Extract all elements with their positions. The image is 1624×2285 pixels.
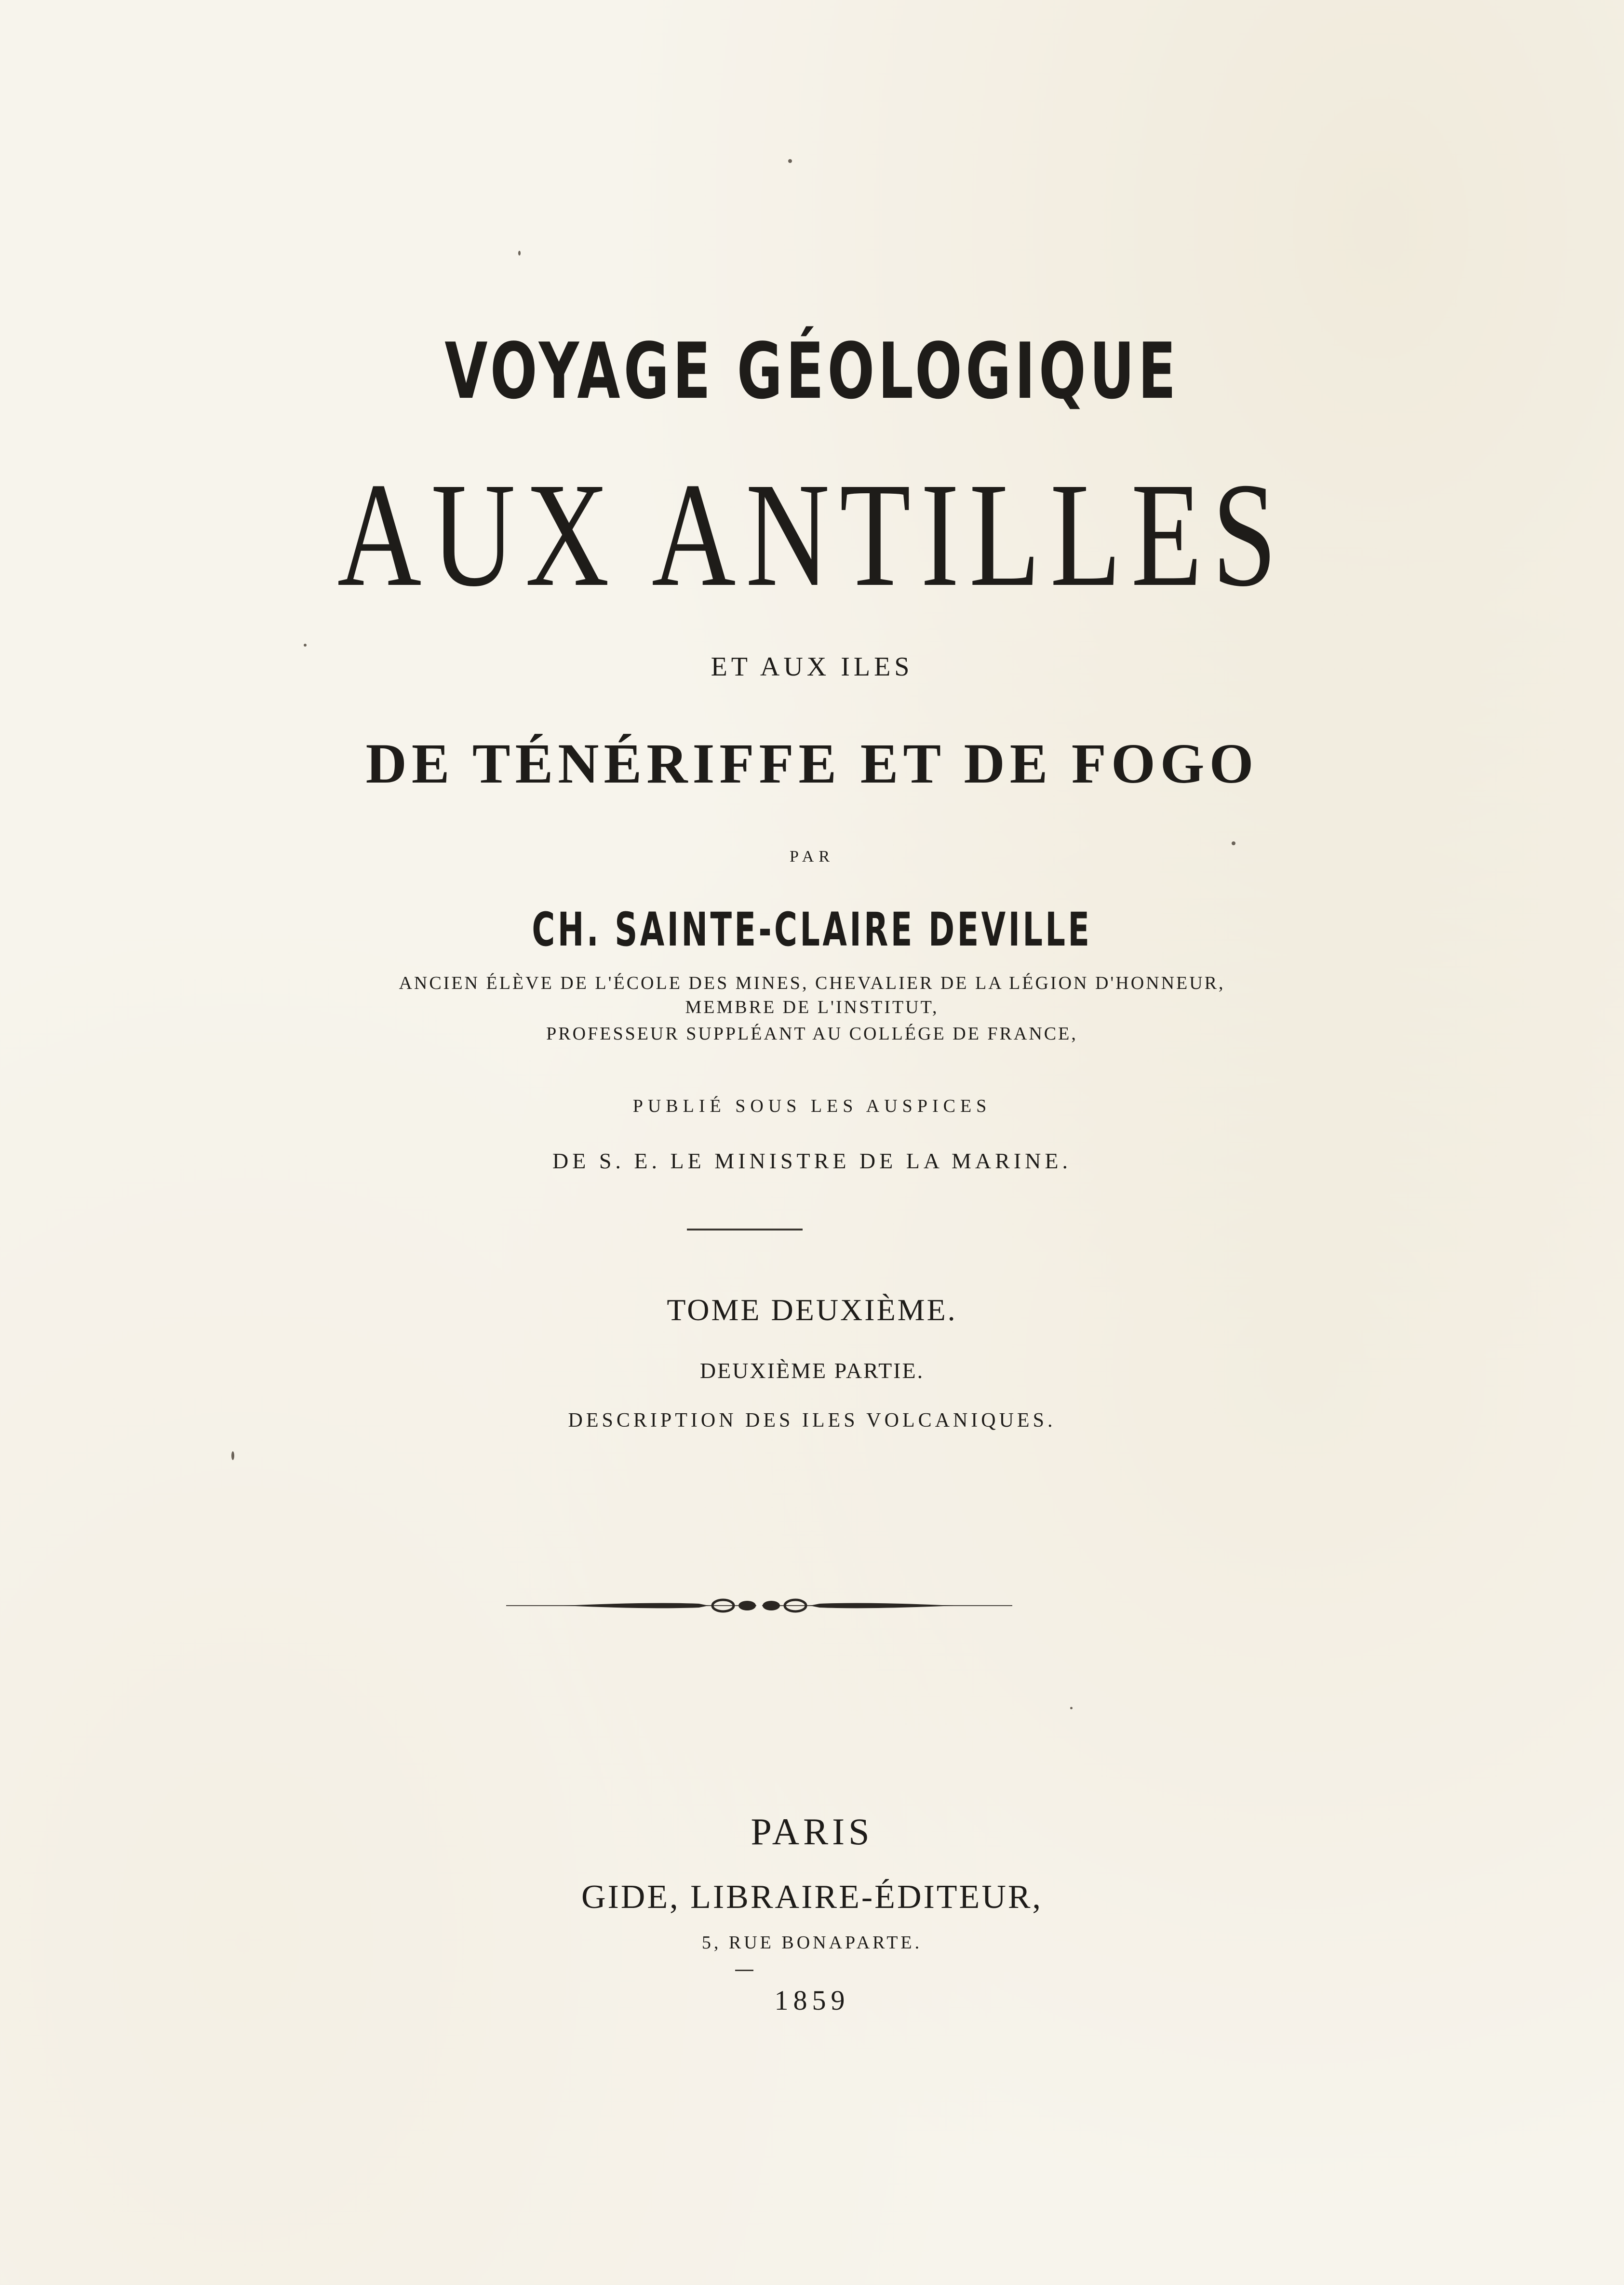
imprint-address: 5, RUE BONAPARTE. — [701, 1933, 923, 1953]
subtitle-tenerife-fogo: DE TÉNÉRIFFE ET DE FOGO — [365, 732, 1259, 795]
auspices-line-1: PUBLIÉ SOUS LES AUSPICES — [632, 1096, 992, 1116]
author-credential-2: MEMBRE DE L'INSTITUT, — [685, 997, 939, 1017]
paper-speck — [788, 159, 792, 163]
volume-partie: DEUXIÈME PARTIE. — [699, 1358, 925, 1383]
title-line-aux-antilles — [0, 452, 1624, 618]
ornament-divider-icon — [506, 1591, 1012, 1620]
author-credential-1: ANCIEN ÉLÈVE DE L'ÉCOLE DES MINES, CHEVALIER DE LA LÉGION D'HONNEUR, — [399, 973, 1225, 993]
auspices-line-2: DE S. E. LE MINISTRE DE LA MARINE. — [552, 1149, 1072, 1173]
imprint-publisher: GIDE, LIBRAIRE-ÉDITEUR, — [581, 1879, 1043, 1916]
title-voyage-text: VOYAGE GÉOLOGIQUE — [444, 326, 1180, 416]
imprint-year: 1859 — [774, 1985, 850, 2016]
paper-speck — [231, 1451, 234, 1460]
imprint-dash — [735, 1970, 753, 1971]
title-line-voyage-geologique — [0, 326, 1624, 416]
paper-speck — [304, 644, 307, 647]
paper-speck — [1070, 1707, 1073, 1709]
divider-rule — [687, 1229, 803, 1230]
author-name — [0, 903, 1624, 957]
author-credential-3: PROFESSEUR SUPPLÉANT AU COLLÉGE DE FRANCE, — [546, 1024, 1078, 1044]
subtitle-et-aux-iles: ET AUX ILES — [711, 652, 913, 682]
volume-description: DESCRIPTION DES ILES VOLCANIQUES. — [568, 1409, 1056, 1432]
paper-speck — [518, 251, 521, 256]
title-antilles-text: AUX ANTILLES — [337, 452, 1287, 618]
byline-par: PAR — [789, 848, 835, 865]
paper-speck — [1232, 841, 1235, 845]
imprint-city: PARIS — [751, 1811, 873, 1852]
volume-tome: TOME DEUXIÈME. — [667, 1293, 957, 1327]
author-name-text: CH. SAINTE-CLAIRE DEVILLE — [532, 903, 1092, 957]
